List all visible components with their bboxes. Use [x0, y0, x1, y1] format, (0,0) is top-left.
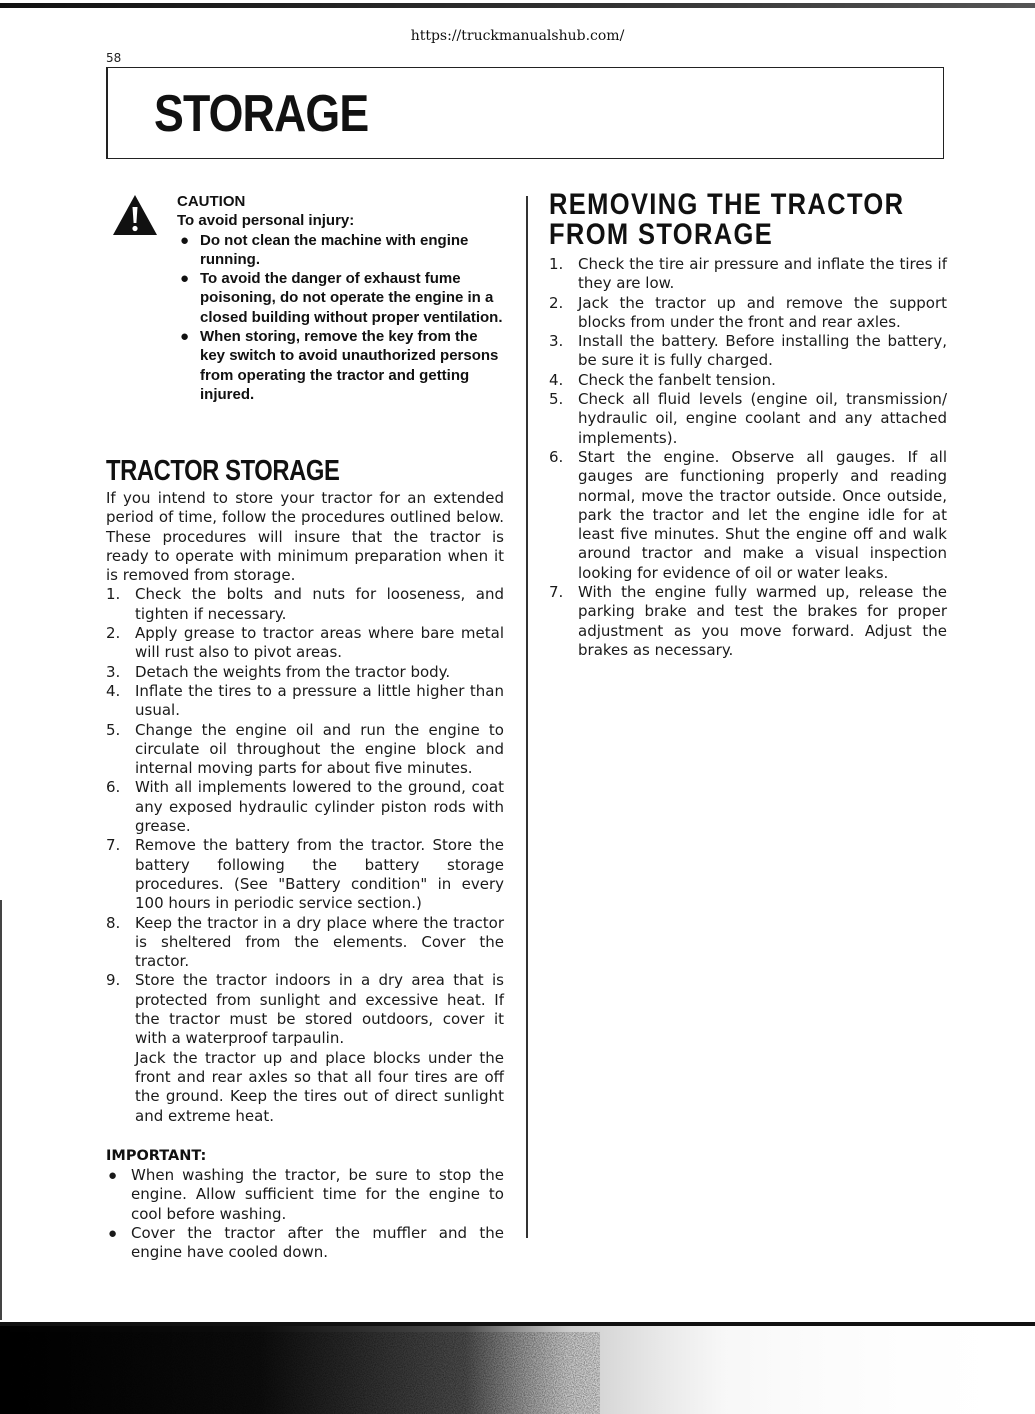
step-9-extra: Jack the tractor up and place blocks under the front and rear axles so that all four tires are off the ground. Keep the tires out of direct sunlight and extreme heat. — [135, 1048, 504, 1125]
list-item: 7. Remove the battery from the tractor. Store the battery following the battery storage procedures. (See "Battery condition" in every 100 hours in periodic service section.) — [106, 836, 504, 913]
list-item: 5. Change the engine oil and run the engine to circulate oil throughout the engine block and internal moving parts for about five minutes. — [106, 720, 504, 778]
scan-shadow-band — [0, 1322, 1035, 1414]
page-number: 58 — [106, 51, 122, 65]
caution-intro: To avoid personal injury: — [177, 212, 355, 230]
source-url: https://truckmanualshub.com/ — [410, 28, 625, 44]
list-item: 6. Start the engine. Observe all gauges. If all gauges are functioning properly and reading normal, move the tractor outside. Once outside, park the tractor and let the engine idle for at least five minutes. Shut the engine off and walk around tractor and make a visual inspection looking for evidence of oil or water leaks. — [549, 447, 947, 582]
list-item: 1. Check the tire air pressure and inflate the tires if they are low. — [549, 255, 947, 293]
tractor-storage-body — [106, 489, 504, 1263]
caution-text — [177, 192, 504, 404]
list-item: 2. Apply grease to tractor areas where bare metal will rust also to pivot areas. — [106, 624, 504, 662]
tractor-storage-steps — [106, 585, 504, 1125]
scan-left-edge — [0, 900, 2, 1320]
left-column — [106, 190, 504, 1263]
page-title: STORAGE — [154, 85, 369, 143]
bullet-icon: ● — [108, 1224, 118, 1242]
title-box — [106, 67, 944, 159]
removing-heading: REMOVING THE TRACTOR FROM STORAGE — [549, 188, 905, 251]
caution-block — [106, 190, 504, 430]
list-item: 8. Keep the tractor in a dry place where the tractor is sheltered from the elements. Cover the tractor. — [106, 913, 504, 971]
warning-triangle-icon — [112, 194, 158, 236]
list-item: 3. Detach the weights from the tractor body. — [106, 662, 451, 681]
bullet-icon: ● — [180, 328, 190, 346]
important-list — [106, 1166, 504, 1262]
important-label: IMPORTANT: — [106, 1147, 207, 1164]
right-column — [549, 190, 947, 660]
list-item: 3. Install the battery. Before installing the battery, be sure it is fully charged. — [549, 332, 947, 370]
removing-body — [549, 255, 947, 660]
bullet-icon: ● — [180, 270, 190, 288]
list-item: 9. Store the tractor indoors in a dry area that is protected from sunlight and excessive heat. If the tractor must be stored outdoors, cover it with a waterproof tarpaulin. Jack the tractor up and place blocks under the front and rear axles so that all four tires are off the ground. Keep the tires out of direct sunlight and extreme heat. — [106, 971, 504, 1125]
list-item: 2. Jack the tractor up and remove the support blocks from under the front and rear axles. — [549, 293, 947, 331]
important-item: ● Cover the tractor after the muffler and the engine have cooled down. — [108, 1223, 504, 1262]
caution-item: ● Do not clean the machine with engine running. — [180, 231, 469, 268]
important-item: ● When washing the tractor, be sure to stop the engine. Allow sufficient time for the engine to cool before washing. — [108, 1166, 504, 1223]
caution-list — [177, 231, 504, 405]
list-item: 4. Check the fanbelt tension. — [549, 370, 776, 389]
bullet-icon: ● — [108, 1167, 118, 1185]
list-item: 5. Check all fluid levels (engine oil, transmission/ hydraulic oil, engine coolant and any attached implements). — [549, 390, 947, 447]
tractor-storage-heading: TRACTOR STORAGE — [106, 455, 340, 487]
column-divider — [526, 196, 528, 1238]
bullet-icon: ● — [180, 231, 190, 249]
tractor-storage-intro: If you intend to store your tractor for an extended period of time, follow the procedures outlined below. These procedures will insure that the tractor is ready to operate with minimum preparation when it is removed from storage. — [106, 489, 504, 585]
top-scan-rule — [0, 3, 1035, 8]
caution-label: CAUTION — [177, 193, 246, 210]
removing-steps — [549, 255, 947, 660]
caution-item: ● To avoid the danger of exhaust fume poisoning, do not operate the engine in a closed building without proper ventilation. — [180, 270, 503, 326]
caution-item: ● When storing, remove the key from the key switch to avoid unauthorized persons from operating the tractor and getting injured. — [180, 328, 499, 403]
list-item: 4. Inflate the tires to a pressure a little higher than usual. — [106, 681, 504, 720]
list-item: 1. Check the bolts and nuts for looseness, and tighten if necessary. — [106, 585, 504, 623]
list-item: 6. With all implements lowered to the ground, coat any exposed hydraulic cylinder piston rods with grease. — [106, 778, 504, 836]
list-item: 7. With the engine fully warmed up, release the parking brake and test the brakes for proper adjustment as you move forward. Adjust the brakes as necessary. — [549, 583, 947, 659]
